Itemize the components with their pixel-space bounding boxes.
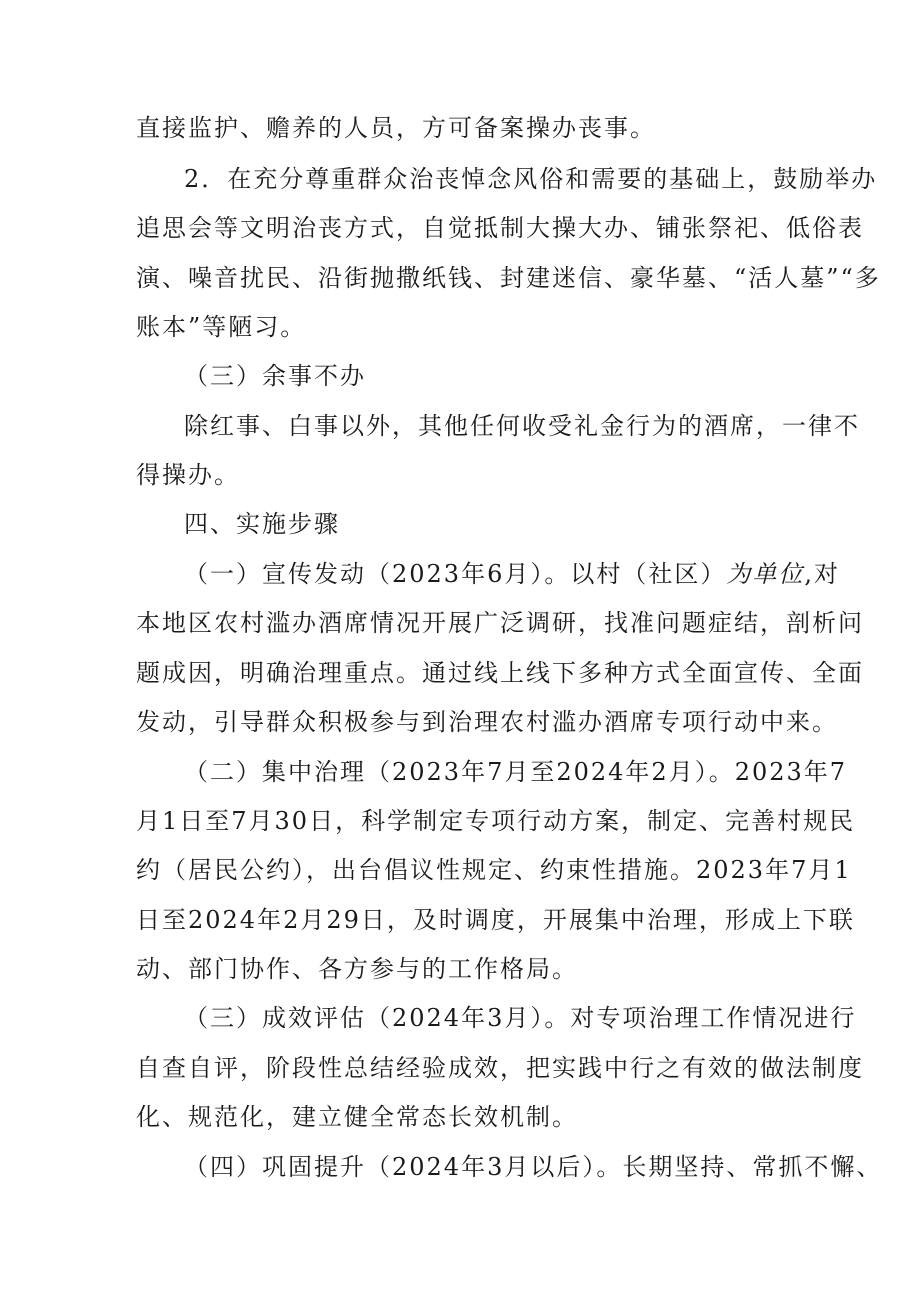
- text-line: 自查自评，阶段性总结经验成效，把实践中行之有效的做法制度: [136, 1054, 864, 1082]
- publicity-suffix: ,对: [804, 560, 840, 588]
- text-line: （四）巩固提升（2024年3月以后）。长期坚持、常抓不懈、: [184, 1153, 883, 1181]
- text-line: 发动，引导群众积极参与到治理农村滥办酒席专项行动中来。: [136, 708, 838, 736]
- section-heading: （三）余事不办: [184, 362, 366, 390]
- text-line: 动、部门协作、各方参与的工作格局。: [136, 955, 578, 983]
- text-line: 2．在充分尊重群众治丧悼念风俗和需要的基础上，鼓励举办: [184, 165, 878, 193]
- publicity-prefix: （一）宣传发动（2023年6月）。以村（社区）: [184, 560, 727, 588]
- text-line: 追思会等文明治丧方式，自觉抵制大操大办、铺张祭祀、低俗表: [136, 214, 864, 242]
- text-line: 直接监护、赡养的人员，方可备案操办丧事。: [136, 114, 656, 142]
- text-line: 日至2024年2月29日，及时调度，开展集中治理，形成上下联: [136, 906, 855, 934]
- publicity-line: [184, 558, 840, 590]
- text-line: 演、噪音扰民、沿街抛撒纸钱、封建迷信、豪华墓、“活人墓”“多: [136, 264, 881, 292]
- text-line: 约（居民公约），出台倡议性规定、约束性措施。2023年7月1: [136, 856, 852, 884]
- text-line: 化、规范化，建立健全常态长效机制。: [136, 1103, 578, 1131]
- text-line: 本地区农村滥办酒席情况开展广泛调研，找准问题症结，剖析问: [136, 609, 864, 637]
- publicity-emphasis: 为单位: [726, 560, 805, 588]
- text-line: 除红事、白事以外，其他任何收受礼金行为的酒席，一律不: [184, 412, 860, 440]
- text-line: 月1日至7月30日，科学制定专项行动方案，制定、完善村规民: [136, 807, 856, 835]
- text-line: 题成因，明确治理重点。通过线上线下多种方式全面宣传、全面: [136, 659, 864, 687]
- section-heading: 四、实施步骤: [184, 510, 340, 538]
- text-line: 得操办。: [136, 461, 240, 489]
- text-line: （二）集中治理（2023年7月至2024年2月）。2023年7: [184, 758, 848, 786]
- text-line: （三）成效评估（2024年3月）。对专项治理工作情况进行: [184, 1004, 857, 1032]
- text-line: 账本”等陋习。: [136, 313, 307, 341]
